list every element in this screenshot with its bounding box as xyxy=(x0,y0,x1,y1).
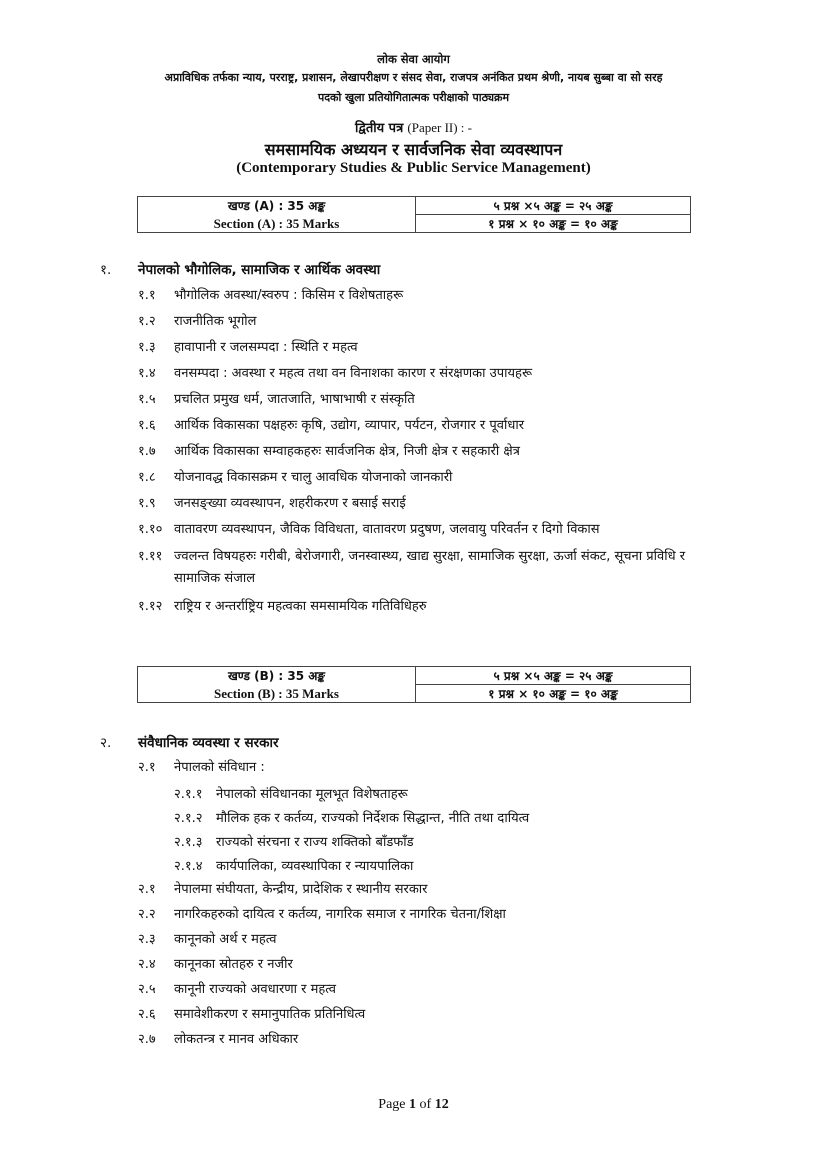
total-pages: 12 xyxy=(434,1097,449,1112)
section-a-short-questions: ५ प्रश्न ×५ अङ्क = २५ अङ्क xyxy=(416,197,691,215)
list-item: २.५ कानूनी राज्यको अवधारणा र महत्व xyxy=(138,982,336,997)
list-item: १.१० वातावरण व्यवस्थापन, जैविक विविधता, वातावरण प्रदुषण, जलवायु परिवर्तन र दिगो विकास xyxy=(138,522,600,537)
organization-name: लोक सेवा आयोग xyxy=(377,52,450,66)
section-b-short-questions: ५ प्रश्न ×५ अङ्क = २५ अङ्क xyxy=(416,667,691,685)
list-item: २.७ लोकतन्त्र र मानव अधिकार xyxy=(138,1032,299,1047)
header-exam-line: पदको खुला प्रतियोगितात्मक परीक्षाको पाठ्यक्रम xyxy=(317,91,510,104)
list-item: १.७ आर्थिक विकासका सम्वाहकहरुः सार्वजनिक क्षेत्र, निजी क्षेत्र र सहकारी क्षेत्र xyxy=(138,444,520,459)
section-a-marks-table xyxy=(137,196,691,233)
topic-number: १. xyxy=(100,262,112,278)
topic-title: नेपालको भौगोलिक, सामाजिक र आर्थिक अवस्था xyxy=(138,262,381,278)
section-b-label-np: खण्ड (B) : 35 अङ्क xyxy=(227,668,326,683)
list-item: २.१ नेपालको संविधान : xyxy=(138,760,265,775)
topic-number: २. xyxy=(100,735,112,751)
list-item: १.६ आर्थिक विकासका पक्षहरुः कृषि, उद्योग, व्यापार, पर्यटन, रोजगार र पूर्वाधार xyxy=(138,418,525,433)
list-item: १.११ ज्वलन्त विषयहरुः गरीबी, बेरोजगारी, जनस्वास्थ्य, खाद्य सुरक्षा, सामाजिक सुरक्षा, ऊर्जा संकट, सूचना प्रविधि र सामाजिक संजाल xyxy=(138,549,686,586)
section-b-label xyxy=(138,667,416,703)
list-item: १.२ राजनीतिक भूगोल xyxy=(138,314,257,329)
subject-title-np: समसामयिक अध्ययन र सार्वजनिक सेवा व्यवस्थापन xyxy=(264,140,563,159)
current-page: 1 xyxy=(409,1097,417,1112)
section-b-label-en: Section (B) : 35 Marks xyxy=(214,685,339,701)
header-services-line: अप्राविधिक तर्फका न्याय, परराष्ट्र, प्रशासन, लेखापरीक्षण र संसद सेवा, राजपत्र अनंकित प्रथम श्रेणी, नायब सुब्बा वा सो सरह xyxy=(164,71,663,84)
topic-title: संवैधानिक व्यवस्था र सरकार xyxy=(138,735,279,751)
list-item: १.१२ राष्ट्रिय र अन्तर्राष्ट्रिय महत्वका समसामयिक गतिविधिहरु xyxy=(138,599,427,614)
list-item: २.३ कानूनको अर्थ र महत्व xyxy=(138,932,277,947)
section-a-label-np: खण्ड (A) : 35 अङ्क xyxy=(227,198,326,213)
paper-label xyxy=(0,118,827,136)
list-item: २.२ नागरिकहरुको दायित्व र कर्तव्य, नागरिक समाज र नागरिक चेतना/शिक्षा xyxy=(138,907,506,922)
list-item: २.६ समावेशीकरण र समानुपातिक प्रतिनिधित्व xyxy=(138,1007,366,1022)
section-b-long-questions: १ प्रश्न × १० अङ्क = १० अङ्क xyxy=(416,685,691,703)
list-item: १.३ हावापानी र जलसम्पदा : स्थिति र महत्व xyxy=(138,340,358,355)
list-item: २.४ कानूनका स्रोतहरु र नजीर xyxy=(138,957,293,972)
section-a-label-en: Section (A) : 35 Marks xyxy=(213,215,340,231)
section-a-long-questions: १ प्रश्न × १० अङ्क = १० अङ्क xyxy=(416,215,691,233)
list-item: १.१ भौगोलिक अवस्था/स्वरुप : किसिम र विशेषताहरू xyxy=(138,288,404,303)
page-number: Page 1 of 12 xyxy=(378,1097,449,1112)
sub-list-item: २.१.२ मौलिक हक र कर्तव्य, राज्यको निर्देशक सिद्धान्त, नीति तथा दायित्व xyxy=(174,811,530,826)
sub-list-item: २.१.४ कार्यपालिका, व्यवस्थापिका र न्यायपालिका xyxy=(174,859,414,874)
subject-title-en: (Contemporary Studies & Public Service Management) xyxy=(236,160,591,176)
list-item: १.९ जनसङ्ख्या व्यवस्थापन, शहरीकरण र बसाई सराई xyxy=(138,496,406,511)
sub-list-item: २.१.१ नेपालको संविधानका मूलभूत विशेषताहरू xyxy=(174,787,408,802)
section-a-label xyxy=(138,197,416,233)
list-item: १.५ प्रचलित प्रमुख धर्म, जातजाति, भाषाभाषी र संस्कृति xyxy=(138,392,415,407)
paper-label-en: (Paper II) : - xyxy=(407,120,472,135)
topic-1-heading xyxy=(100,260,380,278)
topic-2-heading xyxy=(100,733,279,751)
paper-label-np: द्वितीय पत्र xyxy=(355,121,404,136)
list-item: २.१ नेपालमा संघीयता, केन्द्रीय, प्रादेशिक र स्थानीय सरकार xyxy=(138,882,428,897)
section-b-marks-table xyxy=(137,666,691,703)
sub-list-item: २.१.३ राज्यको संरचना र राज्य शक्तिको बाँडफाँड xyxy=(174,835,414,850)
list-item: १.४ वनसम्पदा : अवस्था र महत्व तथा वन विनाशका कारण र संरक्षणका उपायहरू xyxy=(138,366,533,381)
list-item: १.८ योजनावद्ध विकासक्रम र चालु आवधिक योजनाको जानकारी xyxy=(138,470,453,485)
